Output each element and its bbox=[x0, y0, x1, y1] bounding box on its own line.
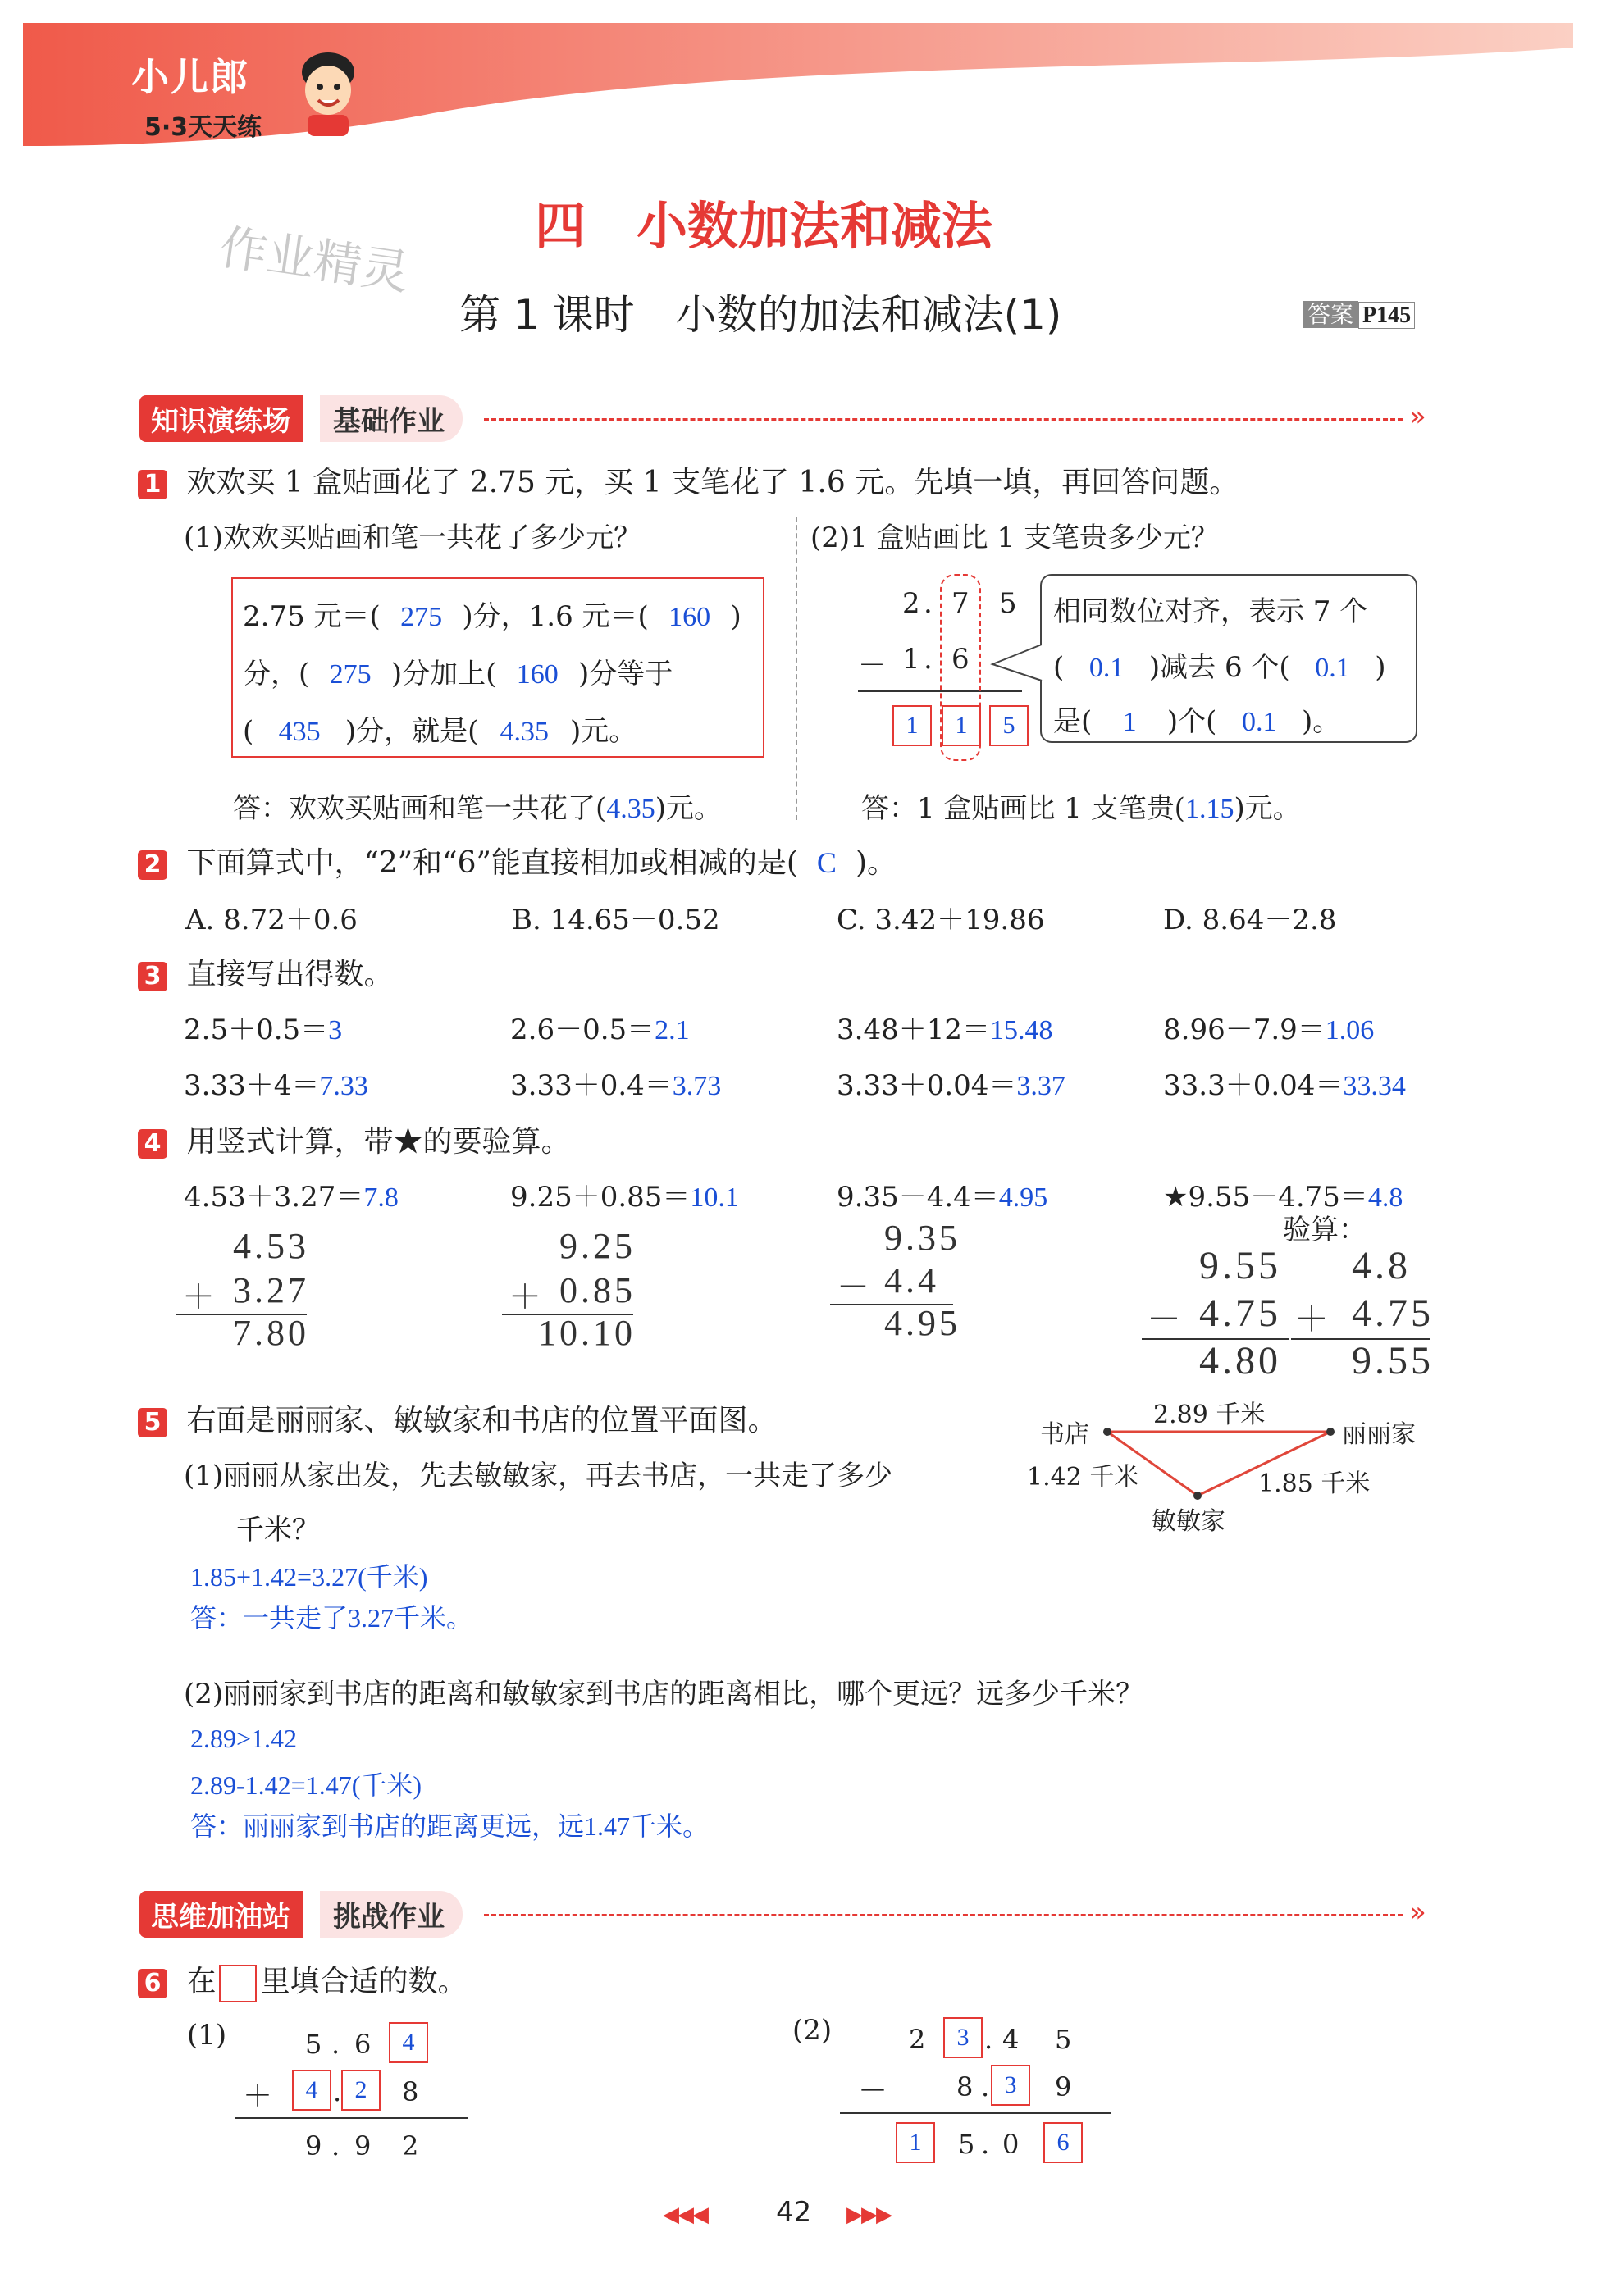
map-lili: 丽丽家 bbox=[1342, 1420, 1416, 1449]
digit: 2 bbox=[909, 2024, 926, 2055]
q3-number: 3 bbox=[138, 962, 167, 991]
expr: 2.5＋0.5＝ bbox=[184, 1014, 329, 1046]
chapter-title: 四 小数加法和减法 bbox=[535, 196, 993, 256]
check-top: 4.8 bbox=[1352, 1244, 1411, 1287]
answer: 7.8 bbox=[363, 1182, 399, 1213]
calc-bottom: 4.75 bbox=[1199, 1292, 1281, 1335]
text: )分，1.6 元＝( bbox=[462, 600, 649, 633]
expr: 3.48＋12＝ bbox=[837, 1014, 990, 1046]
q5-p2-answer: 答：丽丽家到书店的距离更远，远1.47千米。 bbox=[190, 1811, 710, 1841]
calc-bottom: 3.27 bbox=[233, 1270, 309, 1310]
answer: 3 bbox=[328, 1015, 343, 1046]
calc-top: 9.35 bbox=[884, 1218, 960, 1258]
q1-text: 欢欢买 1 盒贴画花了 2.75 元，买 1 支笔花了 1.6 元。先填一填，再回答问题。 bbox=[186, 466, 1239, 499]
digit: 9 bbox=[1055, 2071, 1072, 2102]
q2-option-b: B. 14.65－0.52 bbox=[512, 904, 720, 936]
answer-tag: 答案 bbox=[1303, 301, 1358, 328]
check-bottom: 4.75 bbox=[1352, 1292, 1434, 1335]
answer-cell: 4 bbox=[292, 2070, 331, 2111]
digit: 7 bbox=[951, 587, 970, 620]
q5-p1-answer-calc: 1.85+1.42=3.27(千米) bbox=[190, 1562, 428, 1592]
text: 分，( bbox=[243, 658, 310, 690]
q1-p1-line2 bbox=[243, 651, 673, 691]
watermark: 作业精灵 bbox=[216, 219, 413, 301]
section-arrow-icon: » bbox=[1409, 400, 1426, 433]
lesson-title: 第 1 课时 小数的加法和减法(1) bbox=[459, 291, 1062, 339]
q3-item bbox=[184, 1007, 342, 1047]
digit: 8 bbox=[956, 2071, 974, 2102]
text: 答：1 盒贴画比 1 支笔贵( bbox=[861, 792, 1185, 825]
q2-option-d: D. 8.64－2.8 bbox=[1163, 904, 1337, 936]
q1-p1-answer bbox=[233, 786, 722, 826]
q5-text: 右面是丽丽家、敏敏家和书店的位置平面图。 bbox=[186, 1404, 778, 1437]
answer-page: P145 bbox=[1358, 302, 1415, 329]
prev-page-icon[interactable]: ◀◀◀ bbox=[663, 2203, 707, 2227]
answer: C bbox=[816, 846, 837, 879]
calc-result: 4.80 bbox=[1199, 1339, 1281, 1383]
q3-item bbox=[837, 1063, 1065, 1103]
q2-option-a: A. 8.72＋0.6 bbox=[185, 904, 358, 936]
q1-number: 1 bbox=[138, 470, 167, 499]
digit: 1 bbox=[902, 643, 920, 676]
answer: 33.34 bbox=[1343, 1071, 1406, 1101]
answer: 1.15 bbox=[1184, 794, 1234, 824]
bubble-line1: 相同数位对齐，表示 7 个 bbox=[1053, 595, 1368, 628]
answer: 435 bbox=[278, 717, 321, 747]
answer: 275 bbox=[400, 602, 443, 632]
answer-cell: 1 bbox=[892, 705, 932, 746]
answer: 275 bbox=[329, 659, 372, 690]
q4-expr bbox=[510, 1174, 739, 1214]
text: )元。 bbox=[1234, 792, 1301, 825]
digit: . bbox=[984, 2024, 993, 2055]
q1-p1-line1 bbox=[243, 594, 741, 634]
q5 bbox=[138, 1397, 777, 1439]
text: )元。 bbox=[655, 792, 723, 825]
answer-cell: 4 bbox=[389, 2022, 428, 2063]
answer: 3.37 bbox=[1016, 1071, 1065, 1101]
text: ( bbox=[1053, 651, 1065, 684]
section-sub-challenge: 挑战作业 bbox=[320, 1891, 463, 1938]
q5-p2-answer-compare: 2.89>1.42 bbox=[190, 1724, 298, 1753]
calc-bottom: 4.4 bbox=[884, 1260, 939, 1301]
calc-top: 9.55 bbox=[1199, 1244, 1281, 1287]
calc-result: 10.10 bbox=[538, 1313, 636, 1353]
answer-ref bbox=[1303, 297, 1415, 330]
digit: 9 bbox=[354, 2130, 372, 2162]
expr: 8.96－7.9＝ bbox=[1163, 1014, 1326, 1046]
q2 bbox=[138, 840, 897, 882]
text: )个( bbox=[1166, 705, 1217, 738]
text: )分等于 bbox=[578, 658, 673, 690]
q6-p2-op: － bbox=[858, 2075, 888, 2108]
map-dist-top: 2.89 千米 bbox=[1153, 1401, 1266, 1429]
text: )元。 bbox=[570, 715, 637, 748]
q6-text-end: 里填合适的数。 bbox=[260, 1965, 468, 1998]
q5-number: 5 bbox=[138, 1408, 167, 1437]
answer-cell: 3 bbox=[991, 2065, 1030, 2106]
map-dist-left: 1.42 千米 bbox=[1027, 1463, 1139, 1492]
check-label: 验算： bbox=[1283, 1214, 1367, 1246]
text: ) bbox=[1375, 651, 1386, 684]
expr: 3.33＋0.4＝ bbox=[510, 1069, 673, 1102]
digit: 5 bbox=[958, 2129, 975, 2160]
digit: 5 bbox=[999, 587, 1017, 620]
text: ( bbox=[243, 715, 254, 748]
q3-item bbox=[184, 1063, 368, 1103]
answer: 2.1 bbox=[655, 1015, 690, 1046]
q4-expr bbox=[837, 1174, 1047, 1214]
answer: 15.48 bbox=[989, 1015, 1053, 1046]
check-result: 9.55 bbox=[1352, 1339, 1434, 1383]
answer: 1 bbox=[1122, 707, 1137, 737]
q3-item bbox=[510, 1063, 721, 1103]
text: )分，就是( bbox=[344, 715, 479, 748]
digit: 2 bbox=[402, 2130, 419, 2162]
text: ) bbox=[730, 600, 741, 633]
q6-p1-op: ＋ bbox=[243, 2080, 273, 2113]
digit: 2 bbox=[902, 587, 920, 620]
answer: 4.35 bbox=[606, 794, 655, 824]
answer-cell: 1 bbox=[896, 2122, 935, 2163]
digit: . bbox=[924, 643, 933, 676]
answer: 4.8 bbox=[1367, 1182, 1403, 1213]
digit: . bbox=[333, 2076, 342, 2107]
q3-item bbox=[510, 1007, 690, 1047]
digit: . bbox=[331, 2130, 340, 2162]
calc-op: － bbox=[837, 1269, 869, 1305]
q6 bbox=[138, 1958, 467, 2002]
digit: 6 bbox=[951, 643, 970, 676]
q5-p2-answer-calc: 2.89-1.42=1.47(千米) bbox=[190, 1770, 422, 1800]
q6-p1-label: (1) bbox=[187, 2019, 227, 2052]
q4-number: 4 bbox=[138, 1129, 167, 1159]
expr: 3.33＋4＝ bbox=[184, 1069, 320, 1102]
check-op: ＋ bbox=[1294, 1301, 1330, 1339]
bubble-line2 bbox=[1053, 645, 1386, 685]
q6-p1-rule bbox=[235, 2117, 468, 2119]
text: )。 bbox=[1302, 705, 1341, 738]
q2-option-c: C. 3.42＋19.86 bbox=[837, 904, 1045, 936]
digit: 9 bbox=[305, 2130, 322, 2162]
text: )分加上( bbox=[390, 658, 497, 690]
answer: 7.33 bbox=[319, 1071, 368, 1101]
section-tag-basic: 知识演练场 bbox=[139, 395, 303, 442]
answer: 4.95 bbox=[998, 1182, 1048, 1213]
series-label: 5·3天天练 bbox=[144, 113, 262, 142]
section-divider bbox=[484, 418, 1403, 421]
q6-p2-label: (2) bbox=[792, 2014, 833, 2047]
q2-text-end: )。 bbox=[855, 846, 897, 880]
answer: 4.35 bbox=[500, 717, 549, 747]
q1-p1-question: (1)欢欢买贴画和笔一共花了多少元？ bbox=[184, 522, 642, 554]
q3 bbox=[138, 951, 393, 993]
q1 bbox=[138, 459, 1239, 501]
answer: 10.1 bbox=[690, 1182, 739, 1213]
digit: 8 bbox=[402, 2076, 419, 2107]
q4 bbox=[138, 1118, 570, 1160]
q3-item bbox=[837, 1007, 1052, 1047]
expr: 33.3＋0.04＝ bbox=[1163, 1069, 1344, 1102]
digit: . bbox=[981, 2129, 990, 2160]
column-divider bbox=[796, 517, 797, 820]
empty-box-icon bbox=[219, 1965, 257, 2002]
answer-cell: 2 bbox=[341, 2070, 381, 2111]
expr: 9.35－4.4＝ bbox=[837, 1181, 999, 1214]
q4-expr bbox=[184, 1174, 399, 1214]
calc-top: 9.25 bbox=[559, 1226, 636, 1266]
q3-item bbox=[1163, 1007, 1374, 1047]
q3-text: 直接写出得数。 bbox=[186, 958, 394, 991]
q5-p1-question: (1)丽丽从家出发，先去敏敏家，再去书店，一共走了多少 bbox=[184, 1460, 893, 1492]
answer: 160 bbox=[516, 659, 559, 690]
q2-number: 2 bbox=[138, 850, 167, 880]
expr: 3.33＋0.04＝ bbox=[837, 1069, 1017, 1102]
digit: . bbox=[981, 2071, 990, 2102]
digit: 5 bbox=[305, 2029, 322, 2060]
q6-number: 6 bbox=[138, 1969, 167, 1998]
section-tag-challenge: 思维加油站 bbox=[139, 1891, 303, 1938]
answer: 0.1 bbox=[1241, 707, 1277, 737]
calc-bottom: 0.85 bbox=[559, 1270, 636, 1310]
calc-op: ＋ bbox=[182, 1278, 215, 1315]
text: 答：欢欢买贴画和笔一共花了( bbox=[233, 792, 607, 825]
digit: 0 bbox=[1002, 2129, 1020, 2160]
q1-p2-answer bbox=[861, 786, 1301, 826]
calc-op: ＋ bbox=[509, 1278, 541, 1315]
q5-p1-question-cont: 千米？ bbox=[236, 1514, 320, 1547]
answer: 160 bbox=[668, 602, 711, 632]
expr: 9.25＋0.85＝ bbox=[510, 1181, 691, 1214]
digit: 4 bbox=[1002, 2024, 1020, 2055]
map-bookstore: 书店 bbox=[1040, 1420, 1089, 1449]
q1-p2-question: (2)1 盒贴画比 1 支笔贵多少元？ bbox=[810, 522, 1219, 554]
q6-p2-rule bbox=[840, 2112, 1111, 2114]
digit: 6 bbox=[354, 2029, 372, 2060]
digit: . bbox=[331, 2029, 340, 2060]
expr: ★9.55－4.75＝ bbox=[1163, 1181, 1368, 1214]
answer: 3.73 bbox=[672, 1071, 722, 1101]
section-sub-basic: 基础作业 bbox=[320, 395, 463, 442]
calc-result: 4.95 bbox=[884, 1303, 960, 1343]
digit: 5 bbox=[1055, 2024, 1072, 2055]
q2-text: 下面算式中，“2”和“6”能直接相加或相减的是( bbox=[186, 846, 798, 880]
next-page-icon[interactable]: ▶▶▶ bbox=[846, 2203, 891, 2227]
q6-text: 在 bbox=[186, 1965, 217, 1998]
answer-cell: 5 bbox=[989, 705, 1029, 746]
page-number: 42 bbox=[776, 2196, 812, 2229]
q1-p2-minus: － bbox=[858, 649, 886, 682]
calc-op: － bbox=[1147, 1301, 1182, 1339]
bubble-pointer-icon bbox=[988, 640, 1045, 689]
text: )减去 6 个( bbox=[1148, 651, 1290, 684]
section-divider bbox=[484, 1914, 1403, 1916]
expr: 4.53＋3.27＝ bbox=[184, 1181, 364, 1214]
text: 是( bbox=[1053, 705, 1093, 738]
answer-cell: 1 bbox=[942, 705, 981, 746]
bubble-line3 bbox=[1053, 699, 1340, 739]
map-minmin: 敏敏家 bbox=[1152, 1507, 1225, 1536]
answer: 0.1 bbox=[1315, 653, 1350, 683]
map-dist-right: 1.85 千米 bbox=[1258, 1469, 1371, 1498]
answer-cell: 6 bbox=[1043, 2122, 1083, 2163]
q3-item bbox=[1163, 1063, 1406, 1103]
digit: . bbox=[924, 587, 933, 620]
section-arrow-icon: » bbox=[1409, 1896, 1426, 1929]
expr: 2.6－0.5＝ bbox=[510, 1014, 655, 1046]
text: 2.75 元＝( bbox=[243, 600, 381, 633]
brand-logo: 小儿郎 bbox=[131, 55, 249, 99]
q5-p2-question: (2)丽丽家到书店的距离和敏敏家到书店的距离相比，哪个更远？远多少千米？ bbox=[184, 1678, 1144, 1711]
q1-p1-line3 bbox=[243, 708, 637, 749]
answer: 0.1 bbox=[1088, 653, 1125, 683]
answer: 1.06 bbox=[1325, 1015, 1375, 1046]
q4-text: 用竖式计算，带★的要验算。 bbox=[186, 1125, 571, 1159]
q5-p1-answer: 答：一共走了3.27千米。 bbox=[190, 1603, 473, 1633]
answer-cell: 3 bbox=[943, 2017, 983, 2058]
mascot-icon bbox=[291, 48, 365, 138]
calc-top: 4.53 bbox=[233, 1226, 309, 1266]
calc-result: 7.80 bbox=[233, 1313, 309, 1353]
